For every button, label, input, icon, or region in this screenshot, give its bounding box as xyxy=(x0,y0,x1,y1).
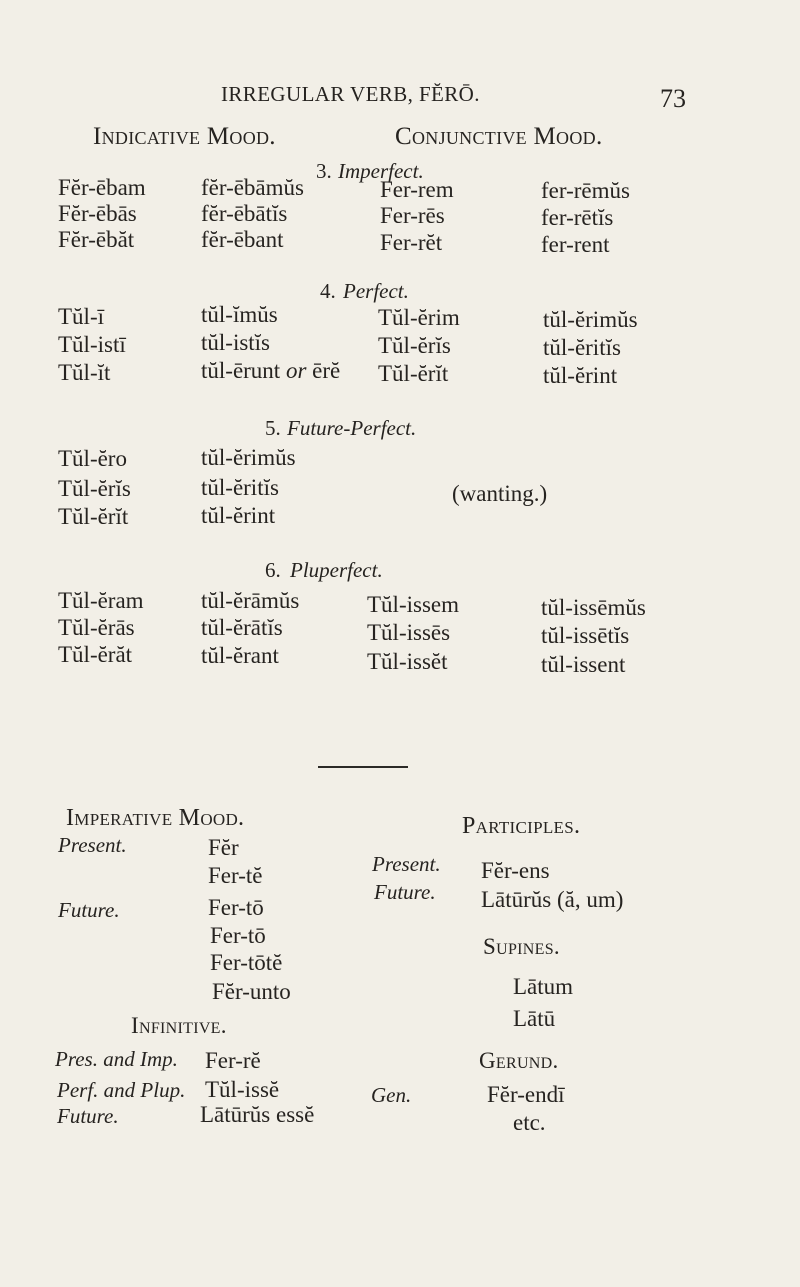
perfect-ind-sg-1: Tŭl-ī xyxy=(58,304,104,329)
infinitive-label-pres-imp: Pres. and Imp. xyxy=(55,1047,178,1071)
imperfect-ind-sg-2: Fĕr-ēbās xyxy=(58,201,137,226)
perfect-or-word: or xyxy=(285,358,307,383)
perfect-ind-pl-3 xyxy=(201,359,340,382)
imperative-form-1: Fĕr xyxy=(208,835,239,860)
infinitive-form-perf-plup: Tŭl-issĕ xyxy=(205,1077,280,1102)
gerund-etc: etc. xyxy=(513,1110,546,1135)
imperfect-heading: Imperfect. xyxy=(338,159,424,183)
indicative-mood-heading: Indicative Mood. xyxy=(93,123,276,150)
future-perfect-ind-sg-1: Tŭl-ĕro xyxy=(58,446,127,471)
imperfect-ind-sg-1: Fĕr-ēbam xyxy=(58,175,146,200)
perfect-ind-sg-2: Tŭl-istī xyxy=(58,332,126,357)
future-perfect-ind-sg-2: Tŭl-ĕrĭs xyxy=(58,476,131,501)
imperfect-heading-number: 3. xyxy=(316,159,332,183)
supine-form-2: Lātū xyxy=(513,1006,556,1031)
section-divider xyxy=(318,766,408,768)
future-perfect-ind-pl-1: tŭl-ĕrimŭs xyxy=(201,445,296,470)
perfect-heading: Perfect. xyxy=(343,279,409,303)
imperfect-conj-pl-3: fer-rent xyxy=(541,232,610,257)
participles-present-form: Fĕr-ens xyxy=(481,858,550,883)
imperative-future-label: Future. xyxy=(58,898,120,922)
pluperfect-ind-pl-1: tŭl-ĕrāmŭs xyxy=(201,588,300,613)
infinitive-label-perf-plup: Perf. and Plup. xyxy=(57,1078,186,1102)
imperative-mood-heading: Imperative Mood. xyxy=(66,805,245,831)
perfect-heading-number: 4. xyxy=(320,279,336,303)
perfect-conj-sg-2: Tŭl-ĕrĭs xyxy=(378,333,451,358)
imperative-present-label: Present. xyxy=(58,833,127,857)
perfect-alt-form: ērĕ xyxy=(312,358,341,383)
supines-heading: Supines. xyxy=(483,934,560,959)
pluperfect-ind-pl-2: tŭl-ĕrātĭs xyxy=(201,615,283,640)
perfect-ind-pl-3-form: tŭl-ērunt xyxy=(201,358,281,383)
supine-form-1: Lātum xyxy=(513,974,574,999)
imperative-form-4: Fer-tō xyxy=(210,923,266,948)
participles-future-label: Future. xyxy=(374,880,436,904)
perfect-conj-pl-2: tŭl-ĕritĭs xyxy=(543,335,621,360)
future-perfect-ind-pl-3: tŭl-ĕrint xyxy=(201,503,276,528)
future-perfect-ind-sg-3: Tŭl-ĕrĭt xyxy=(58,504,129,529)
perfect-ind-sg-3: Tŭl-ĭt xyxy=(58,360,111,385)
future-perfect-heading: Future-Perfect. xyxy=(287,416,417,440)
participles-present-label: Present. xyxy=(372,852,441,876)
running-head: IRREGULAR VERB, FĔRŌ. xyxy=(221,82,480,106)
perfect-ind-pl-1: tŭl-ĭmŭs xyxy=(201,302,278,327)
pluperfect-conj-pl-1: tŭl-issēmŭs xyxy=(541,595,646,620)
perfect-conj-sg-1: Tŭl-ĕrim xyxy=(378,305,460,330)
pluperfect-ind-sg-1: Tŭl-ĕram xyxy=(58,588,144,613)
imperfect-conj-pl-2: fer-rētĭs xyxy=(541,205,614,230)
pluperfect-conj-pl-2: tŭl-issētĭs xyxy=(541,623,630,648)
gerund-gen-label: Gen. xyxy=(371,1083,412,1107)
infinitive-form-future: Lātūrŭs essĕ xyxy=(200,1102,315,1127)
pluperfect-heading-number: 6. xyxy=(265,558,281,582)
gerund-form: Fĕr-endī xyxy=(487,1082,565,1107)
imperfect-ind-pl-2: fĕr-ēbātĭs xyxy=(201,201,288,226)
future-perfect-wanting: (wanting.) xyxy=(452,481,548,506)
pluperfect-ind-pl-3: tŭl-ĕrant xyxy=(201,643,279,668)
imperfect-conj-sg-2: Fer-rēs xyxy=(380,203,445,228)
imperative-form-5: Fer-tōtĕ xyxy=(210,950,283,975)
perfect-ind-pl-2: tŭl-istĭs xyxy=(201,330,271,355)
imperfect-ind-pl-1: fĕr-ēbāmŭs xyxy=(201,175,304,200)
imperfect-conj-sg-3: Fer-rĕt xyxy=(380,230,443,255)
imperative-form-3: Fer-tō xyxy=(208,895,264,920)
future-perfect-ind-pl-2: tŭl-ĕritĭs xyxy=(201,475,279,500)
perfect-conj-sg-3: Tŭl-ĕrĭt xyxy=(378,361,449,386)
pluperfect-conj-pl-3: tŭl-issent xyxy=(541,652,626,677)
participles-future-form: Lātūrŭs (ă, um) xyxy=(481,887,624,912)
imperfect-conj-sg-1: Fer-rem xyxy=(380,177,454,202)
pluperfect-conj-sg-2: Tŭl-issēs xyxy=(367,620,451,645)
pluperfect-ind-sg-3: Tŭl-ĕrăt xyxy=(58,642,133,667)
imperfect-ind-sg-3: Fĕr-ēbăt xyxy=(58,227,135,252)
perfect-conj-pl-3: tŭl-ĕrint xyxy=(543,363,618,388)
imperfect-ind-pl-3: fĕr-ēbant xyxy=(201,227,284,252)
infinitive-label-future: Future. xyxy=(57,1104,119,1128)
participles-heading: Participles. xyxy=(462,813,581,839)
conjunctive-mood-heading: Conjunctive Mood. xyxy=(395,123,603,150)
infinitive-form-pres-imp: Fer-rĕ xyxy=(205,1048,261,1073)
pluperfect-heading: Pluperfect. xyxy=(290,558,383,582)
infinitive-heading: Infinitive. xyxy=(131,1013,227,1038)
imperative-form-6: Fĕr-unto xyxy=(212,979,291,1004)
pluperfect-conj-sg-1: Tŭl-issem xyxy=(367,592,459,617)
pluperfect-ind-sg-2: Tŭl-ĕrās xyxy=(58,615,135,640)
pluperfect-conj-sg-3: Tŭl-issĕt xyxy=(367,649,448,674)
gerund-heading: Gerund. xyxy=(479,1048,559,1073)
future-perfect-heading-number: 5. xyxy=(265,416,281,440)
page-number: 73 xyxy=(660,84,686,113)
imperative-form-2: Fer-tĕ xyxy=(208,863,263,888)
imperfect-conj-pl-1: fer-rēmŭs xyxy=(541,178,630,203)
perfect-conj-pl-1: tŭl-ĕrimŭs xyxy=(543,307,638,332)
